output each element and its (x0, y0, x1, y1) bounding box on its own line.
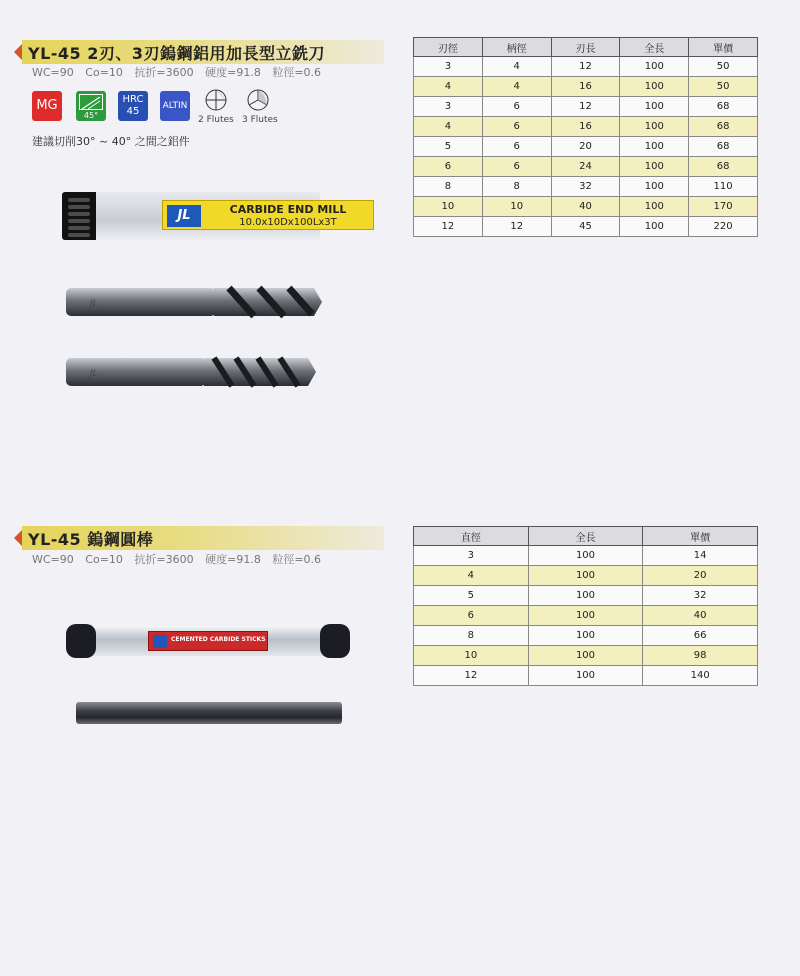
table-cell: 100 (528, 646, 643, 666)
table-row (414, 566, 758, 586)
spec-strength: 抗折=3600 (134, 553, 194, 566)
table-cell: 100 (620, 97, 689, 117)
package-cap (62, 192, 96, 240)
col-overall-length: 全長 (620, 38, 689, 57)
three-flutes-label: 3 Flutes (242, 115, 278, 125)
tube-cap-right (320, 624, 350, 658)
spec-co: Co=10 (85, 553, 123, 566)
section2-heading (22, 526, 384, 550)
end-mill-price-table (413, 37, 758, 237)
table-cell: 8 (414, 177, 483, 197)
table-cell: 100 (620, 177, 689, 197)
table-row (414, 586, 758, 606)
table-cell: 5 (414, 137, 483, 157)
table-cell: 6 (482, 117, 551, 137)
table-row (414, 217, 758, 237)
table-header-row (414, 38, 758, 57)
table-cell: 4 (482, 57, 551, 77)
table-row (414, 57, 758, 77)
table-cell: 6 (482, 157, 551, 177)
table-cell: 68 (689, 117, 758, 137)
table-row (414, 97, 758, 117)
two-flutes-label: 2 Flutes (198, 115, 234, 125)
table-cell: 4 (414, 77, 483, 97)
table-cell: 40 (643, 606, 758, 626)
section1-heading (22, 40, 384, 64)
table-cell: 6 (414, 157, 483, 177)
table-cell: 14 (643, 546, 758, 566)
spec-grain: 粒徑=0.6 (272, 553, 322, 566)
table-cell: 12 (551, 97, 620, 117)
carbide-rod-price-table (413, 526, 758, 686)
table-cell: 100 (620, 197, 689, 217)
table-cell: 100 (528, 606, 643, 626)
hrc-label: HRC (122, 94, 144, 105)
table-cell: 50 (689, 57, 758, 77)
table-header-row (414, 527, 758, 546)
table-cell: 3 (414, 57, 483, 77)
svg-text:JL: JL (90, 299, 98, 309)
table-row (414, 666, 758, 686)
col-cutter-diameter: 刃徑 (414, 38, 483, 57)
table-cell: 100 (528, 586, 643, 606)
usage-note: 建議切削30° ~ 40° 之間之鋁件 (32, 135, 190, 148)
table-cell: 100 (620, 157, 689, 177)
table-cell: 140 (643, 666, 758, 686)
spec-grain: 粒徑=0.6 (272, 66, 322, 79)
table-cell: 16 (551, 117, 620, 137)
section2-title: YL-45 鎢鋼圓棒 (28, 530, 154, 549)
table-cell: 6 (414, 606, 529, 626)
table-cell: 20 (643, 566, 758, 586)
two-flutes-icon (204, 88, 228, 112)
carbide-rod-image (76, 702, 342, 724)
table-cell: 68 (689, 157, 758, 177)
table-cell: 100 (528, 626, 643, 646)
package-label (162, 200, 374, 230)
table-cell: 6 (482, 97, 551, 117)
svg-text:JL: JL (90, 369, 98, 379)
table-row (414, 177, 758, 197)
table-cell: 100 (528, 566, 643, 586)
col-overall-length: 全長 (528, 527, 643, 546)
table-cell: 100 (620, 77, 689, 97)
spec-hardness: 硬度=91.8 (205, 553, 261, 566)
table-cell: 100 (620, 57, 689, 77)
table-cell: 32 (551, 177, 620, 197)
spec-wc: WC=90 (32, 553, 74, 566)
table-cell: 10 (482, 197, 551, 217)
tube-cap-left (66, 624, 96, 658)
table-cell: 110 (689, 177, 758, 197)
heading-marker-icon (14, 44, 22, 60)
col-flute-length: 刃長 (551, 38, 620, 57)
table-row (414, 77, 758, 97)
table-cell: 5 (414, 586, 529, 606)
mg-badge: MG (32, 91, 62, 121)
table-cell: 12 (551, 57, 620, 77)
table-cell: 68 (689, 137, 758, 157)
table-cell: 4 (414, 117, 483, 137)
table-cell: 220 (689, 217, 758, 237)
section1-title: YL-45 2刃、3刃鎢鋼鋁用加長型立銑刀 (28, 44, 326, 63)
table-row (414, 137, 758, 157)
table-cell: 10 (414, 646, 529, 666)
helix-angle-badge (76, 91, 106, 121)
col-unit-price: 單價 (689, 38, 758, 57)
table-cell: 16 (551, 77, 620, 97)
table-row (414, 117, 758, 137)
tube-label (148, 631, 268, 651)
three-flute-end-mill-image (64, 352, 326, 392)
helix-angle-icon (79, 94, 103, 110)
table-cell: 100 (620, 137, 689, 157)
helix-angle-label: 45° (83, 111, 99, 120)
table-cell: 20 (551, 137, 620, 157)
table-cell: 4 (482, 77, 551, 97)
spec-hardness: 硬度=91.8 (205, 66, 261, 79)
table-cell: 68 (689, 97, 758, 117)
table-cell: 3 (414, 546, 529, 566)
table-cell: 8 (414, 626, 529, 646)
table-cell: 100 (528, 666, 643, 686)
spec-co: Co=10 (85, 66, 123, 79)
col-shank-diameter: 柄徑 (482, 38, 551, 57)
hrc-badge (118, 91, 148, 121)
table-cell: 8 (482, 177, 551, 197)
table-cell: 4 (414, 566, 529, 586)
table-row (414, 626, 758, 646)
table-row (414, 606, 758, 626)
table-cell: 98 (643, 646, 758, 666)
table-cell: 100 (528, 546, 643, 566)
table-row (414, 197, 758, 217)
spec-wc: WC=90 (32, 66, 74, 79)
section1-specs (32, 64, 329, 80)
carbide-sticks-tube-image (66, 626, 350, 656)
table-cell: 12 (414, 666, 529, 686)
tube-label-text: CEMENTED CARBIDE STICKS (171, 636, 266, 643)
table-row (414, 646, 758, 666)
table-cell: 40 (551, 197, 620, 217)
table-cell: 12 (414, 217, 483, 237)
table-row (414, 546, 758, 566)
table-cell: 3 (414, 97, 483, 117)
hrc-value: 45 (126, 106, 140, 117)
section2-specs (32, 551, 329, 567)
table-cell: 100 (620, 117, 689, 137)
spec-strength: 抗折=3600 (134, 66, 194, 79)
table-cell: 32 (643, 586, 758, 606)
table-cell: 6 (482, 137, 551, 157)
table-cell: 100 (620, 217, 689, 237)
brand-logo-icon (153, 635, 167, 648)
table-cell: 24 (551, 157, 620, 177)
altin-coating-badge: ALTIN (160, 91, 190, 121)
col-diameter: 直徑 (414, 527, 529, 546)
table-cell: 50 (689, 77, 758, 97)
table-cell: 66 (643, 626, 758, 646)
table-cell: 170 (689, 197, 758, 217)
brand-logo: JL (167, 205, 201, 227)
heading-marker-icon (14, 530, 22, 546)
package-size: 10.0x10Dx100Lx3T (239, 217, 337, 228)
three-flutes-icon (246, 88, 270, 112)
col-unit-price: 單價 (643, 527, 758, 546)
package-product-name: CARBIDE END MILL (229, 203, 347, 216)
end-mill-package-image (62, 192, 347, 240)
table-cell: 12 (482, 217, 551, 237)
two-flute-end-mill-image (64, 282, 326, 322)
table-cell: 45 (551, 217, 620, 237)
table-cell: 10 (414, 197, 483, 217)
table-row (414, 157, 758, 177)
